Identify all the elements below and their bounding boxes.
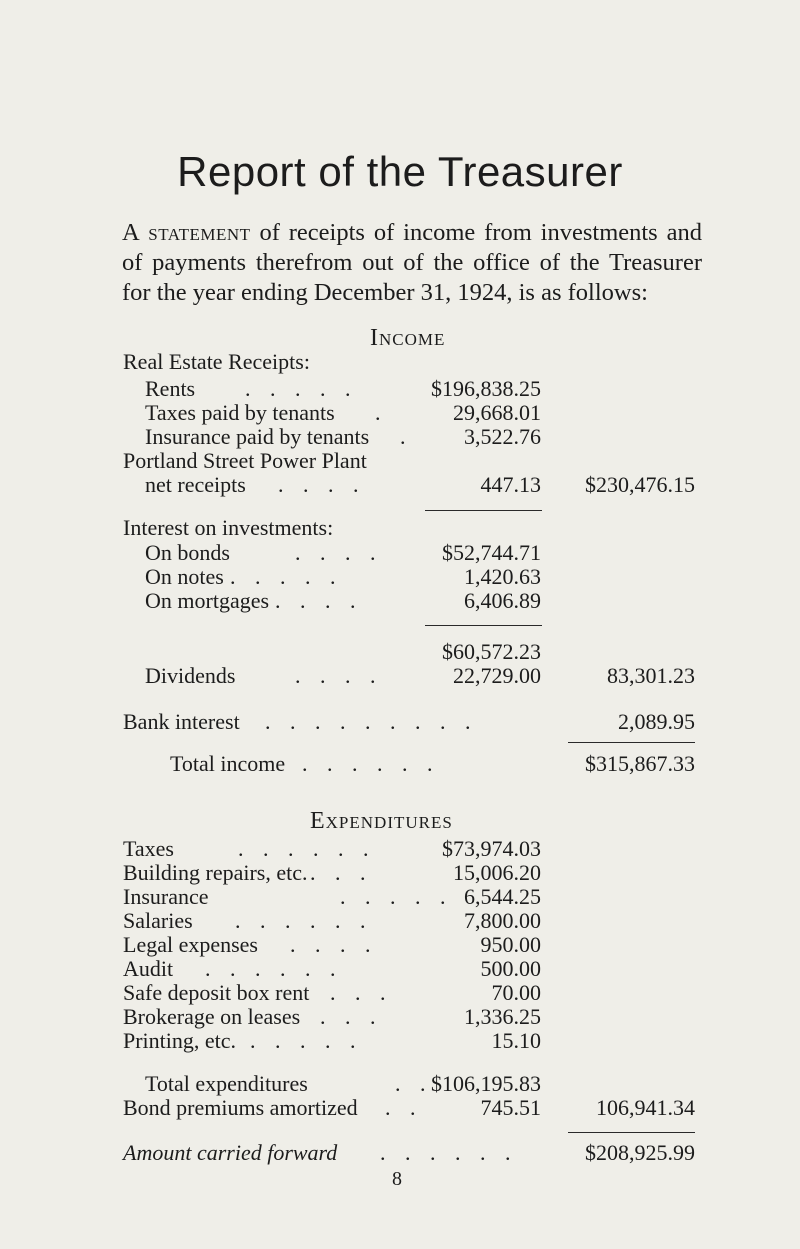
expenditure-label: Brokerage on leases <box>123 1004 301 1029</box>
expenditure-dots: . . . . <box>290 932 378 957</box>
bond-premiums-value: 745.51 <box>480 1095 541 1120</box>
expenditure-label: Safe deposit box rent <box>123 980 310 1005</box>
bank-interest-value: 2,089.95 <box>618 709 695 734</box>
mortgages-dots: . . . . <box>275 588 363 613</box>
expenditure-dots: . . . . . <box>250 1028 363 1053</box>
notes-value: 1,420.63 <box>464 564 541 589</box>
expenditure-label: Audit <box>123 956 174 981</box>
expenditure-value: 500.00 <box>480 956 541 981</box>
expenditure-value: 7,800.00 <box>464 908 541 933</box>
portland-label: net receipts <box>145 472 246 497</box>
expenditure-dots: . . . <box>320 1004 383 1029</box>
expenditure-value: 1,336.25 <box>464 1004 541 1029</box>
bond-premiums-label: Bond premiums amortized <box>123 1095 358 1120</box>
expenditure-label: Insurance <box>123 884 209 909</box>
rule-real-estate <box>425 510 542 511</box>
insurance-tenants-value: 3,522.76 <box>464 424 541 449</box>
real-estate-label: Real Estate Receipts: <box>123 349 310 374</box>
rents-label: Rents <box>145 376 196 401</box>
total-expenditures-dots: . . <box>395 1071 433 1096</box>
expenditure-label: Building repairs, etc. <box>123 860 308 885</box>
expenditure-value: 15,006.20 <box>453 860 541 885</box>
rule-interest <box>425 625 542 626</box>
portland-dots: . . . . <box>278 472 366 497</box>
bonds-dots: . . . . <box>295 540 383 565</box>
expenditure-dots: . . . <box>310 860 373 885</box>
portland-value: 447.13 <box>480 472 541 497</box>
total-income-dots: . . . . . . <box>302 751 440 776</box>
expenditure-label: Printing, etc. <box>123 1028 237 1053</box>
bonds-label: On bonds <box>145 540 230 565</box>
expenditure-dots: . . . . . . <box>235 908 373 933</box>
interest-label: Interest on investments: <box>123 515 334 540</box>
taxes-tenants-dots: . <box>375 400 388 425</box>
expenditure-value: 70.00 <box>491 980 541 1005</box>
page-title: Report of the Treasurer <box>177 148 623 195</box>
rule-income-total <box>568 742 695 743</box>
expenditure-label: Taxes <box>123 836 174 861</box>
mortgages-label: On mortgages <box>145 588 270 613</box>
bond-premiums-total: 106,941.34 <box>596 1095 695 1120</box>
real-estate-total: $230,476.15 <box>585 472 695 497</box>
total-income-value: $315,867.33 <box>585 751 695 776</box>
bank-interest-dots: . . . . . . . . . <box>265 709 478 734</box>
expenditure-value: 950.00 <box>480 932 541 957</box>
rents-value: $196,838.25 <box>431 376 541 401</box>
insurance-tenants-dots: . <box>400 424 413 449</box>
expenditures-heading: Expenditures <box>310 808 453 834</box>
taxes-tenants-value: 29,668.01 <box>453 400 541 425</box>
taxes-tenants-label: Taxes paid by tenants <box>145 400 335 425</box>
total-expenditures-label: Total expenditures <box>145 1071 308 1096</box>
dividends-dots: . . . . <box>295 663 383 688</box>
rule-carried <box>568 1132 695 1133</box>
carried-forward-label: Amount carried forward <box>123 1140 338 1165</box>
bank-interest-label: Bank interest <box>123 709 240 734</box>
expenditure-dots: . . . . . <box>340 884 453 909</box>
carried-forward-dots: . . . . . . <box>380 1140 518 1165</box>
portland-line1: Portland Street Power Plant <box>123 448 367 473</box>
expenditure-dots: . . . . . . <box>205 956 343 981</box>
dividends-label: Dividends <box>145 663 236 688</box>
notes-dots: . . . . . <box>230 564 343 589</box>
expenditure-dots: . . . . . . <box>238 836 376 861</box>
income-heading: Income <box>370 325 446 351</box>
bond-premiums-dots: . . <box>385 1095 423 1120</box>
expenditure-value: 6,544.25 <box>464 884 541 909</box>
rents-dots: . . . . . <box>245 376 358 401</box>
mortgages-value: 6,406.89 <box>464 588 541 613</box>
expenditure-value: 15.10 <box>491 1028 541 1053</box>
intro-lead: A statement <box>122 219 251 246</box>
dividends-total: 83,301.23 <box>607 663 695 688</box>
total-expenditures-value: $106,195.83 <box>431 1071 541 1096</box>
interest-subtotal: $60,572.23 <box>442 639 541 664</box>
expenditure-label: Salaries <box>123 908 193 933</box>
total-income-label: Total income <box>170 751 286 776</box>
expenditure-value: $73,974.03 <box>442 836 541 861</box>
expenditure-label: Legal expenses <box>123 932 258 957</box>
page-number: 8 <box>392 1168 402 1190</box>
expenditure-dots: . . . <box>330 980 393 1005</box>
bonds-value: $52,744.71 <box>442 540 541 565</box>
intro-paragraph <box>122 218 702 308</box>
carried-forward-value: $208,925.99 <box>585 1140 695 1165</box>
dividends-value: 22,729.00 <box>453 663 541 688</box>
insurance-tenants-label: Insurance paid by tenants <box>145 424 370 449</box>
notes-label: On notes <box>145 564 224 589</box>
intro-body: of receipts of income from investments and of payments therefrom out of the office of the Treasurer for the year ending December 31, 1924, is as follows: <box>122 219 702 306</box>
